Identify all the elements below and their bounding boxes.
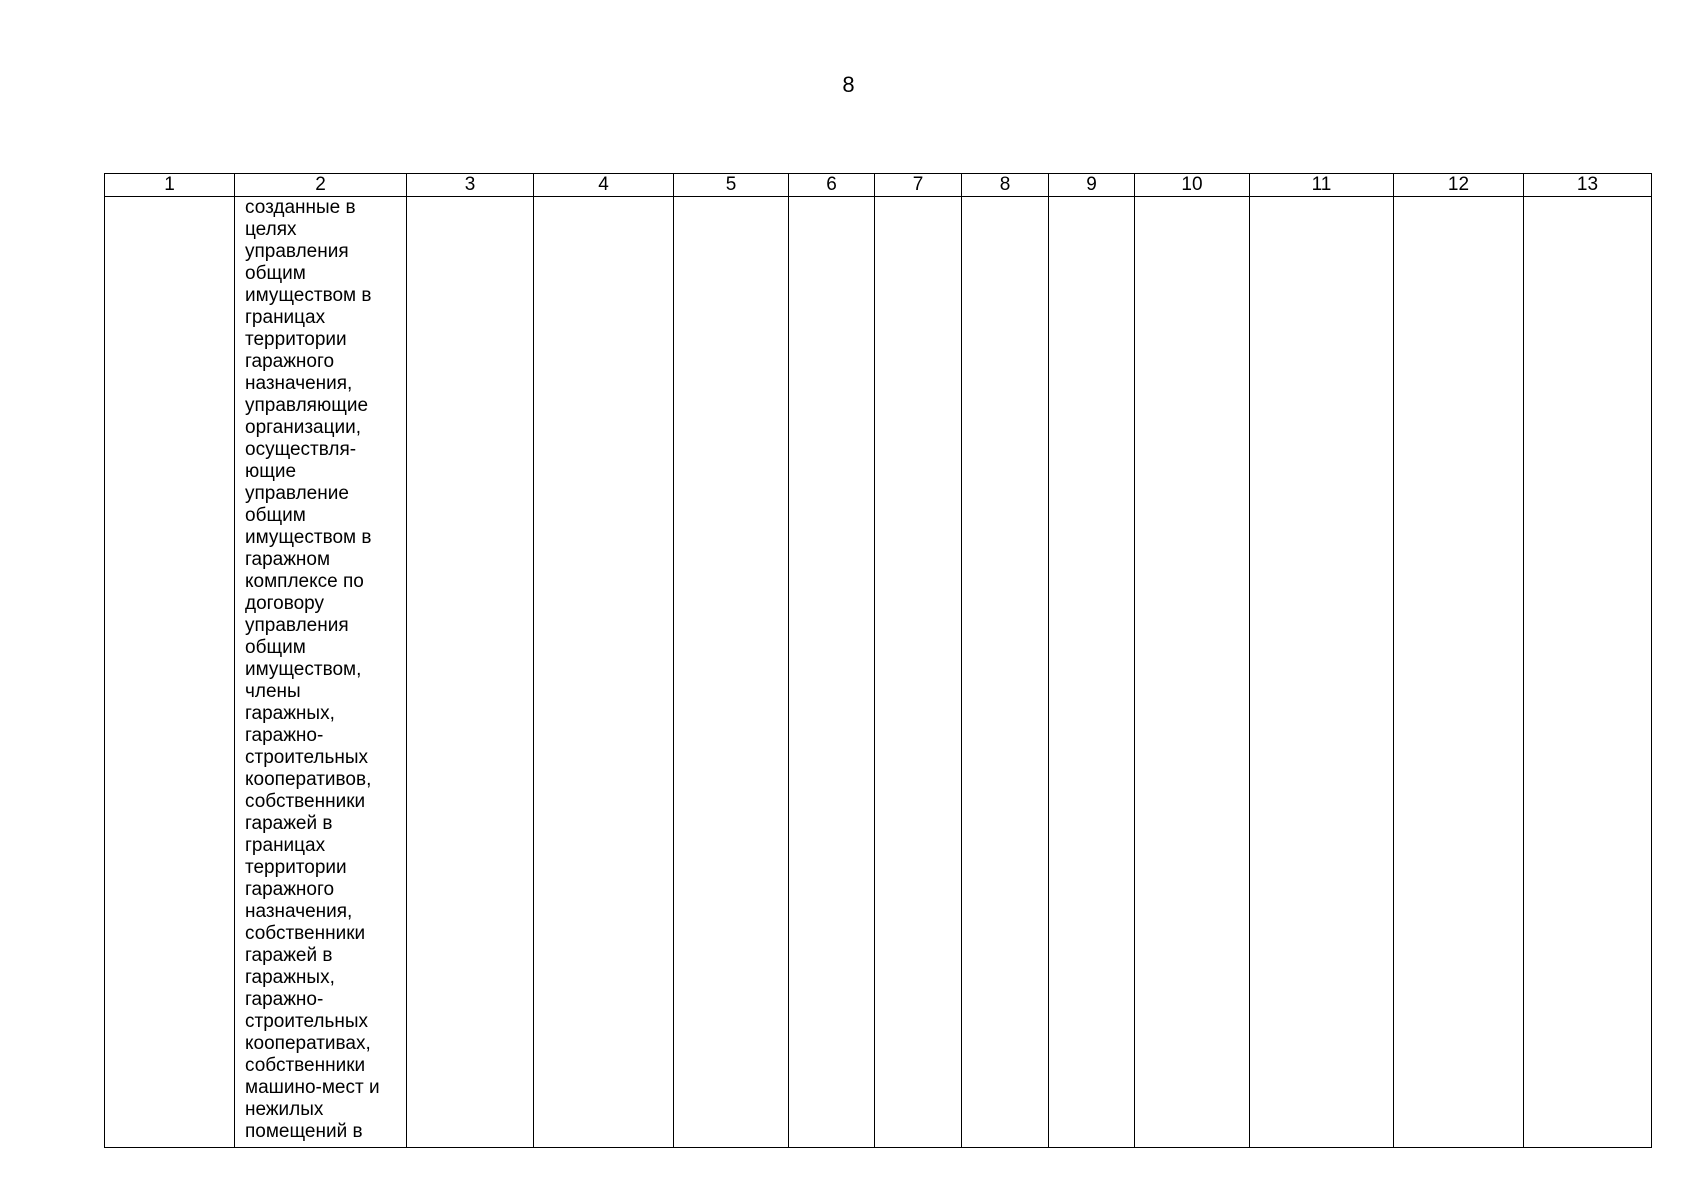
- table-cell-col4: [534, 197, 674, 1148]
- table-cell-col5: [674, 197, 789, 1148]
- table-cell-col2: [235, 197, 407, 1148]
- cell-text: созданные в целях управления общим имуществом в границах территории гаражного назначения, управляющие организации, осуществля- ющие управление общим имуществом в гаражном комплексе по договору управления общим имуществом, члены гаражных, гаражно- строительных кооперативов, собственники гаражей в границах территории гаражного назначения, собственники гаражей в гаражных, гаражно- строительных кооперативах, собственники машино-мест и нежилых помещений в: [245, 197, 380, 1142]
- page-number: 8: [842, 72, 855, 97]
- table-cell-col11: [1250, 197, 1394, 1148]
- table-cell-col1: [105, 197, 235, 1148]
- column-header-1: 1: [105, 174, 235, 197]
- table-cell-col13: [1524, 197, 1652, 1148]
- column-header-11: 11: [1250, 174, 1394, 197]
- column-header-2: 2: [235, 174, 407, 197]
- column-header-13: 13: [1524, 174, 1652, 197]
- table-cell-col3: [407, 197, 534, 1148]
- table-cell-col7: [875, 197, 962, 1148]
- column-header-12: 12: [1394, 174, 1524, 197]
- column-header-8: 8: [962, 174, 1049, 197]
- table-cell-col6: [789, 197, 875, 1148]
- table-cell-col9: [1049, 197, 1135, 1148]
- column-header-7: 7: [875, 174, 962, 197]
- table-row: [105, 197, 1652, 1148]
- table-cell-col10: [1135, 197, 1250, 1148]
- table-cell-col12: [1394, 197, 1524, 1148]
- header-row: [105, 174, 1652, 197]
- column-header-4: 4: [534, 174, 674, 197]
- data-table: [104, 173, 1652, 1148]
- column-header-6: 6: [789, 174, 875, 197]
- column-header-5: 5: [674, 174, 789, 197]
- column-header-3: 3: [407, 174, 534, 197]
- column-header-10: 10: [1135, 174, 1250, 197]
- column-header-9: 9: [1049, 174, 1135, 197]
- table-cell-col8: [962, 197, 1049, 1148]
